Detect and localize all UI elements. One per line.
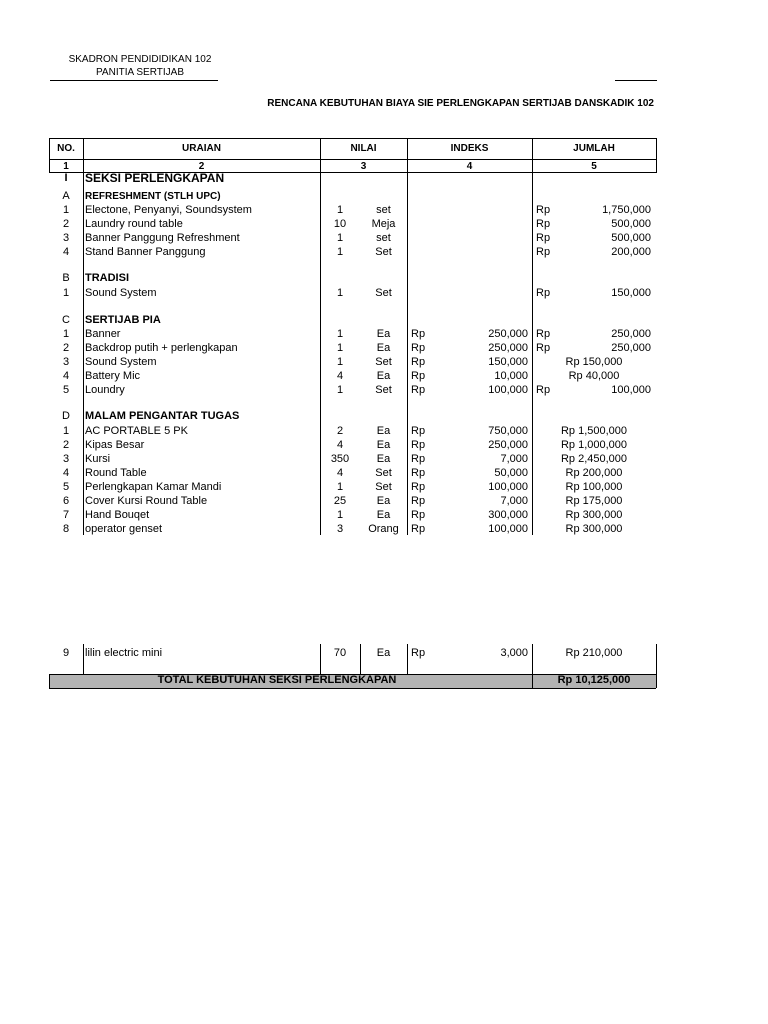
jumlah-value: Rp 1,500,000 <box>560 425 628 437</box>
item-unit: set <box>376 232 391 244</box>
row-no: 1 <box>62 328 70 340</box>
total-label: TOTAL KEBUTUHAN SEKSI PERLENGKAPAN <box>157 674 397 686</box>
jumlah-value: Rp 210,000 <box>565 647 623 659</box>
indeks-value: 50,000 <box>494 467 528 479</box>
item-qty: 1 <box>336 287 344 299</box>
indeks-value: 3,000 <box>500 647 528 659</box>
row-no: A <box>62 190 70 202</box>
item-description: Cover Kursi Round Table <box>85 495 208 507</box>
jumlah-currency: Rp <box>536 287 551 299</box>
col-header-jumlah: JUMLAH <box>573 143 615 154</box>
jumlah-currency: Rp <box>536 384 551 396</box>
item-description: Sound System <box>85 287 157 299</box>
item-description: Sound System <box>85 356 157 368</box>
row-no: 1 <box>62 425 70 437</box>
row-no: 4 <box>62 246 70 258</box>
jumlah-value: Rp 175,000 <box>565 495 623 507</box>
total-divider <box>532 674 533 688</box>
fragment-column-divider <box>407 644 408 674</box>
row-no: 1 <box>62 204 70 216</box>
fragment-column-divider <box>320 644 321 674</box>
col-number-2: 2 <box>198 161 205 172</box>
jumlah-currency: Rp <box>536 232 551 244</box>
indeks-divider <box>407 173 408 535</box>
fragment-right-edge <box>656 644 657 674</box>
row-no: 8 <box>62 523 70 535</box>
jumlah-value: 1,750,000 <box>602 204 651 216</box>
jumlah-value: 150,000 <box>611 287 651 299</box>
item-qty: 2 <box>336 425 344 437</box>
jumlah-value: 250,000 <box>611 342 651 354</box>
row-no: 3 <box>62 453 70 465</box>
item-unit: Set <box>375 356 392 368</box>
indeks-currency: Rp <box>411 453 426 465</box>
table-top-border <box>49 138 656 139</box>
item-qty: 1 <box>336 356 344 368</box>
col-header-no: NO. <box>57 143 75 154</box>
item-qty: 4 <box>336 439 344 451</box>
item-qty: 10 <box>333 218 347 230</box>
document-title: RENCANA KEBUTUHAN BIAYA SIE PERLENGKAPAN SERTIJAB DANSKADIK 102 <box>267 98 654 109</box>
body-column-divider <box>320 173 321 535</box>
item-qty: 1 <box>336 204 344 216</box>
item-description: Loundry <box>85 384 125 396</box>
header-column-divider <box>83 138 84 173</box>
fragment-column-divider <box>360 644 361 674</box>
indeks-currency: Rp <box>411 523 426 535</box>
row-no: 3 <box>62 232 70 244</box>
indeks-value: 100,000 <box>488 384 528 396</box>
group-title: REFRESHMENT (STLH UPC) <box>85 191 221 202</box>
fragment-column-divider <box>83 644 84 674</box>
jumlah-value: Rp 200,000 <box>565 467 623 479</box>
item-qty: 350 <box>330 453 350 465</box>
row-no: 4 <box>62 370 70 382</box>
indeks-currency: Rp <box>411 467 426 479</box>
section-title: SEKSI PERLENGKAPAN <box>85 171 225 185</box>
signature-line <box>615 80 657 81</box>
item-unit: Ea <box>376 439 391 451</box>
item-unit: Ea <box>376 509 391 521</box>
row-no: 1 <box>62 287 70 299</box>
jumlah-currency: Rp <box>536 342 551 354</box>
item-qty: 4 <box>336 467 344 479</box>
item-description: Banner <box>85 328 121 340</box>
item-unit: Orang <box>368 523 399 535</box>
indeks-value: 250,000 <box>488 342 528 354</box>
item-qty: 1 <box>336 481 344 493</box>
jumlah-value: Rp 1,000,000 <box>560 439 628 451</box>
row-no: 6 <box>62 495 70 507</box>
item-description: Backdrop putih + perlengkapan <box>85 342 238 354</box>
jumlah-currency: Rp <box>536 246 551 258</box>
item-unit: Set <box>375 384 392 396</box>
item-unit: Set <box>375 481 392 493</box>
item-unit: Ea <box>376 328 391 340</box>
jumlah-value: 250,000 <box>611 328 651 340</box>
indeks-value: 300,000 <box>488 509 528 521</box>
row-no: 5 <box>62 481 70 493</box>
item-unit: Set <box>375 287 392 299</box>
row-no: 9 <box>62 647 70 659</box>
item-unit: Set <box>375 246 392 258</box>
jumlah-value: Rp 300,000 <box>565 523 623 535</box>
col-header-nilai: NILAI <box>350 143 377 154</box>
row-no: I <box>64 172 68 184</box>
item-description: Banner Panggung Refreshment <box>85 232 240 244</box>
jumlah-currency: Rp <box>536 204 551 216</box>
jumlah-value: Rp 150,000 <box>565 356 623 368</box>
indeks-currency: Rp <box>411 439 426 451</box>
col-number-1: 1 <box>63 161 69 172</box>
header-column-divider <box>320 138 321 173</box>
item-description: Perlengkapan Kamar Mandi <box>85 481 222 493</box>
header-column-divider <box>49 138 50 173</box>
item-unit: Set <box>375 467 392 479</box>
indeks-currency: Rp <box>411 342 426 354</box>
item-description: Kipas Besar <box>85 439 145 451</box>
item-description: Stand Banner Panggung <box>85 246 206 258</box>
indeks-value: 250,000 <box>488 328 528 340</box>
item-description: Battery Mic <box>85 370 141 382</box>
header-column-divider <box>532 138 533 173</box>
total-left-edge <box>49 674 50 688</box>
col-number-5: 5 <box>591 161 597 172</box>
item-qty: 1 <box>336 232 344 244</box>
row-no: 3 <box>62 356 70 368</box>
indeks-currency: Rp <box>411 647 426 659</box>
item-qty: 1 <box>336 246 344 258</box>
item-unit: Ea <box>376 647 391 659</box>
row-no: 7 <box>62 509 70 521</box>
col-number-3: 3 <box>360 161 367 172</box>
indeks-currency: Rp <box>411 481 426 493</box>
item-qty: 4 <box>336 370 344 382</box>
fragment-column-divider <box>532 644 533 674</box>
jumlah-value: Rp 300,000 <box>565 509 623 521</box>
budget-table <box>49 138 657 688</box>
header-column-divider <box>656 138 657 173</box>
org-line-2: PANITIA SERTIJAB <box>96 67 184 78</box>
item-unit: Ea <box>376 453 391 465</box>
item-description: lilin electric mini <box>85 647 163 659</box>
row-no: 2 <box>62 342 70 354</box>
item-description: operator genset <box>85 523 163 535</box>
body-column-divider <box>83 173 84 535</box>
indeks-currency: Rp <box>411 356 426 368</box>
group-title: TRADISI <box>85 272 129 284</box>
col-number-4: 4 <box>466 161 473 172</box>
org-line-1: SKADRON PENDIDIDIKAN 102 <box>68 54 212 65</box>
col-header-indeks: INDEKS <box>450 143 489 154</box>
indeks-value: 10,000 <box>494 370 528 382</box>
total-value: Rp 10,125,000 <box>557 674 631 686</box>
row-no: 2 <box>62 439 70 451</box>
indeks-value: 100,000 <box>488 523 528 535</box>
jumlah-value: 500,000 <box>611 218 651 230</box>
item-unit: Ea <box>376 425 391 437</box>
item-qty: 1 <box>336 342 344 354</box>
item-description: Electone, Penyanyi, Soundsystem <box>85 204 252 216</box>
item-unit: Ea <box>376 495 391 507</box>
item-description: Kursi <box>85 453 111 465</box>
jumlah-value: 200,000 <box>611 246 651 258</box>
header-column-divider <box>407 138 408 173</box>
indeks-currency: Rp <box>411 328 426 340</box>
item-qty: 70 <box>333 647 347 659</box>
indeks-currency: Rp <box>411 495 426 507</box>
row-no: 4 <box>62 467 70 479</box>
indeks-value: 7,000 <box>500 495 528 507</box>
jumlah-value: Rp 40,000 <box>568 370 620 382</box>
item-description: Hand Bouqet <box>85 509 150 521</box>
row-no: 2 <box>62 218 70 230</box>
indeks-currency: Rp <box>411 509 426 521</box>
indeks-currency: Rp <box>411 384 426 396</box>
total-right-edge <box>656 674 657 688</box>
body-column-divider <box>532 173 533 535</box>
jumlah-value: 500,000 <box>611 232 651 244</box>
indeks-value: 7,000 <box>500 453 528 465</box>
jumlah-value: Rp 2,450,000 <box>560 453 628 465</box>
item-unit: Meja <box>371 218 396 230</box>
indeks-value: 150,000 <box>488 356 528 368</box>
group-title: SERTIJAB PIA <box>85 314 161 326</box>
row-no: 5 <box>62 384 70 396</box>
jumlah-value: Rp 100,000 <box>565 481 623 493</box>
indeks-currency: Rp <box>411 425 426 437</box>
row-no: D <box>62 410 70 422</box>
indeks-value: 750,000 <box>488 425 528 437</box>
jumlah-currency: Rp <box>536 218 551 230</box>
item-unit: set <box>376 204 391 216</box>
item-unit: Ea <box>376 342 391 354</box>
col-header-uraian: URAIAN <box>182 143 221 154</box>
item-description: AC PORTABLE 5 PK <box>85 425 188 437</box>
item-qty: 1 <box>336 384 344 396</box>
indeks-currency: Rp <box>411 370 426 382</box>
item-unit: Ea <box>376 370 391 382</box>
item-qty: 25 <box>333 495 347 507</box>
item-qty: 3 <box>336 523 344 535</box>
item-qty: 1 <box>336 509 344 521</box>
indeks-value: 250,000 <box>488 439 528 451</box>
row-no: B <box>62 272 70 284</box>
item-description: Laundry round table <box>85 218 183 230</box>
org-underline <box>50 80 218 81</box>
item-qty: 1 <box>336 328 344 340</box>
jumlah-value: 100,000 <box>611 384 651 396</box>
group-title: MALAM PENGANTAR TUGAS <box>85 410 240 422</box>
row-no: C <box>62 314 70 326</box>
jumlah-currency: Rp <box>536 328 551 340</box>
indeks-value: 100,000 <box>488 481 528 493</box>
item-description: Round Table <box>85 467 147 479</box>
